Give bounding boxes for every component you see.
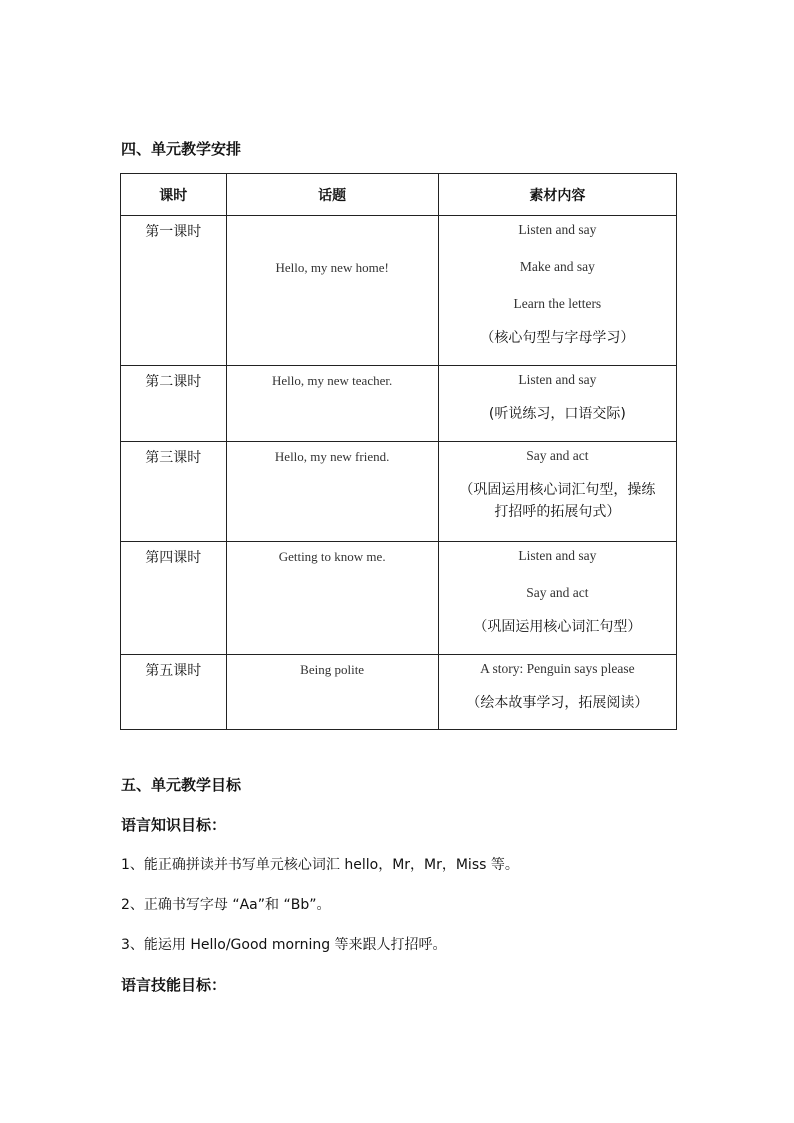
header-lesson: 课时 bbox=[121, 174, 227, 216]
lesson-cell: 第二课时 bbox=[121, 366, 227, 442]
header-materials: 素材内容 bbox=[438, 174, 676, 216]
section-4-title: 四、单元教学安排 bbox=[121, 140, 242, 158]
goal-item-2: 2、正确书写字母 “Aa”和 “Bb”。 bbox=[121, 897, 331, 913]
table-row bbox=[121, 655, 677, 730]
topic-cell: Hello, my new friend. bbox=[226, 442, 438, 542]
table-header-row bbox=[121, 174, 677, 216]
material-en: Learn the letters bbox=[513, 296, 602, 311]
topic-cell: Hello, my new home! bbox=[226, 216, 438, 366]
material-en: Listen and say bbox=[518, 372, 597, 387]
material-zh: （巩固运用核心词汇句型） bbox=[473, 619, 642, 635]
lesson-cell: 第四课时 bbox=[121, 542, 227, 655]
material-en: Listen and say bbox=[518, 548, 597, 563]
materials-cell bbox=[438, 216, 676, 366]
table-row bbox=[121, 442, 677, 542]
skills-goals-title: 语言技能目标： bbox=[121, 976, 227, 994]
table-row bbox=[121, 542, 677, 655]
schedule-table bbox=[120, 173, 677, 730]
material-zh: (听说练习，口语交际) bbox=[488, 406, 626, 422]
material-zh: （绘本故事学习，拓展阅读） bbox=[466, 695, 649, 711]
lesson-cell: 第一课时 bbox=[121, 216, 227, 366]
topic-cell: Getting to know me. bbox=[226, 542, 438, 655]
materials-cell bbox=[438, 542, 676, 655]
material-zh: （核心句型与字母学习） bbox=[480, 330, 635, 346]
topic-cell: Being polite bbox=[226, 655, 438, 730]
goal-item-3: 3、能运用 Hello/Good morning 等来跟人打招呼。 bbox=[121, 937, 447, 953]
goal-item-1: 1、能正确拼读并书写单元核心词汇 hello，Mr，Mr，Miss 等。 bbox=[121, 857, 519, 873]
lesson-cell: 第五课时 bbox=[121, 655, 227, 730]
material-en: Make and say bbox=[519, 259, 595, 274]
material-en: Say and act bbox=[526, 448, 589, 463]
table-row bbox=[121, 366, 677, 442]
knowledge-goals-title: 语言知识目标： bbox=[121, 816, 227, 834]
material-zh: （巩固运用核心词汇句型，操练打招呼的拓展句式） bbox=[459, 482, 656, 520]
materials-cell bbox=[438, 655, 676, 730]
material-en: Listen and say bbox=[518, 222, 597, 237]
material-en: A story: Penguin says please bbox=[480, 661, 635, 676]
material-en: Say and act bbox=[526, 585, 589, 600]
topic-cell: Hello, my new teacher. bbox=[226, 366, 438, 442]
header-topic: 话题 bbox=[226, 174, 438, 216]
table-row bbox=[121, 216, 677, 366]
materials-cell bbox=[438, 442, 676, 542]
materials-cell bbox=[438, 366, 676, 442]
section-5-title: 五、单元教学目标 bbox=[121, 776, 242, 794]
lesson-cell: 第三课时 bbox=[121, 442, 227, 542]
